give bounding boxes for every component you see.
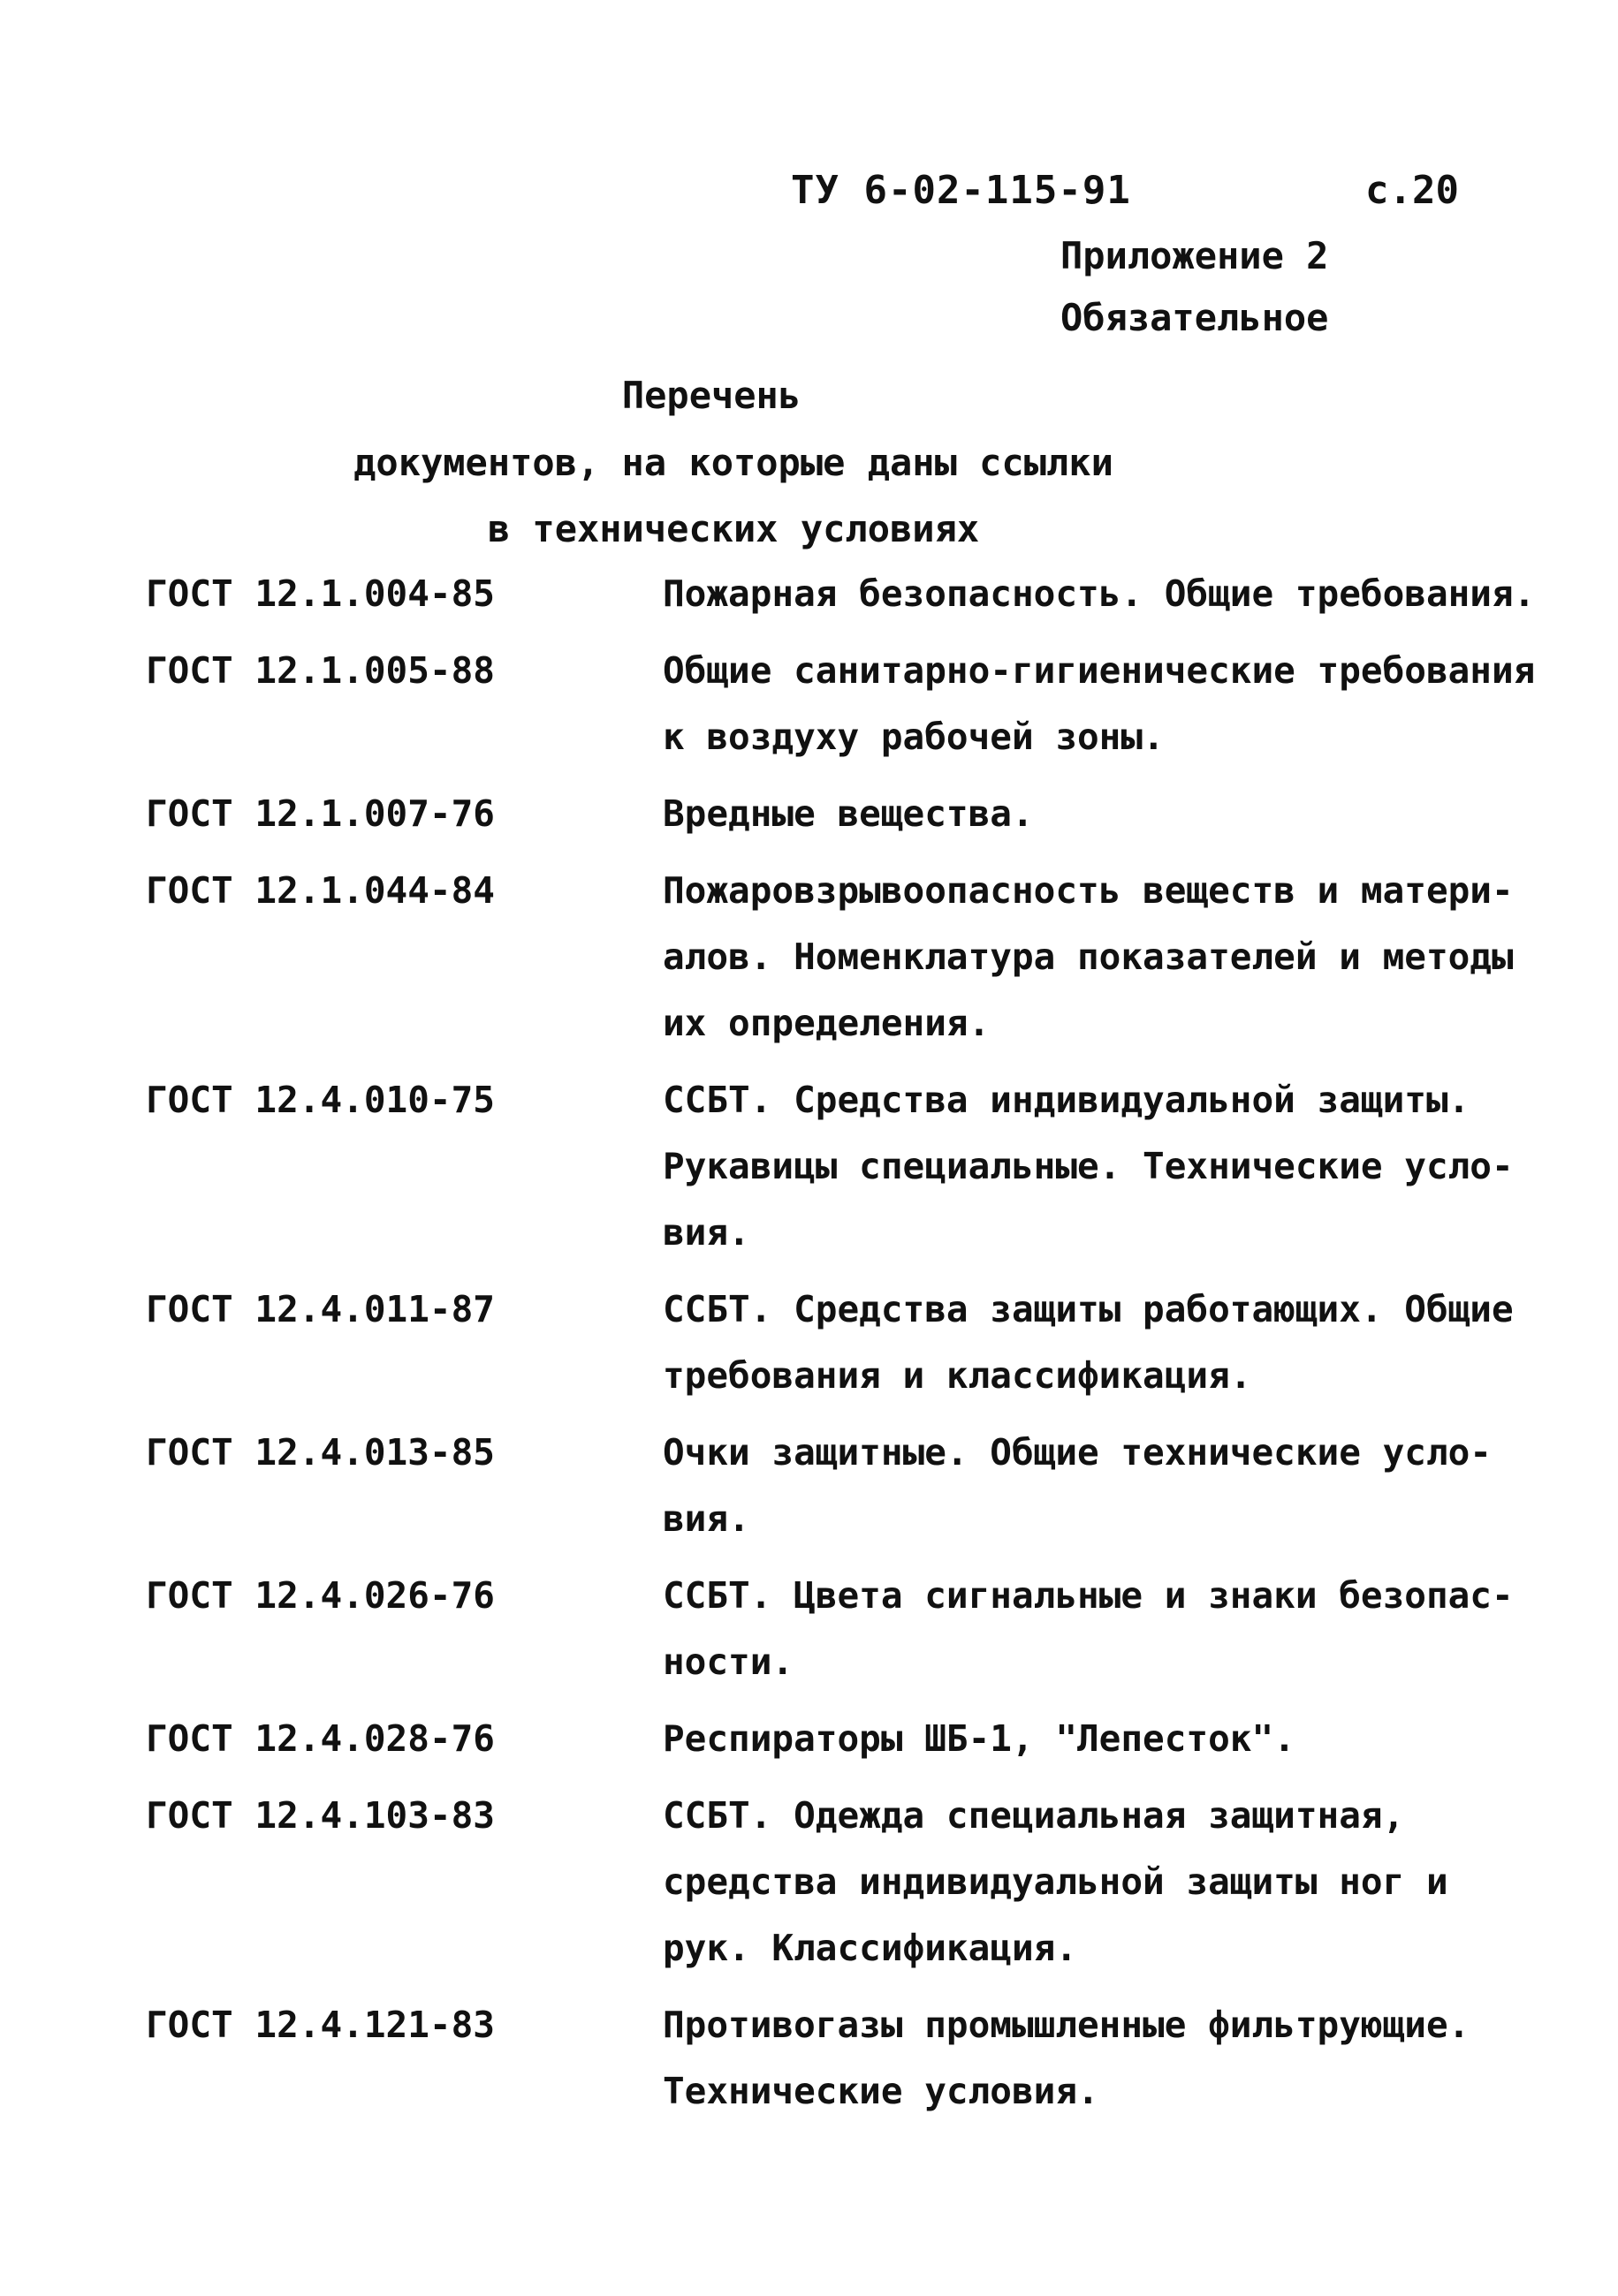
- reference-code: ГОСТ 12.4.026-76: [146, 1574, 495, 1617]
- reference-row: [146, 638, 1536, 770]
- reference-title: [663, 1992, 1524, 2125]
- reference-row: [146, 1563, 1524, 1695]
- reference-code: ГОСТ 12.4.013-85: [146, 1431, 495, 1474]
- reference-list: [146, 561, 1536, 2135]
- reference-row: [146, 1067, 1524, 1266]
- reference-code: ГОСТ 12.4.103-83: [146, 1794, 495, 1837]
- reference-title-line: Общие санитарно-гигиенические требования: [663, 649, 1536, 692]
- reference-title: [663, 858, 1524, 1057]
- page-title: [336, 362, 1131, 563]
- reference-title: [663, 1067, 1524, 1266]
- reference-code: ГОСТ 12.4.028-76: [146, 1717, 495, 1760]
- reference-code: ГОСТ 12.1.007-76: [146, 792, 495, 835]
- reference-title-line: Технические условия.: [663, 2070, 1099, 2112]
- reference-title-line: требования и классификация.: [663, 1354, 1252, 1397]
- reference-code: ГОСТ 12.4.121-83: [146, 2004, 495, 2046]
- reference-title-line: алов. Номенклатура показателей и методы: [663, 936, 1514, 978]
- reference-title-line: к воздуху рабочей зоны.: [663, 716, 1165, 758]
- reference-title-line: Пожаровзрывоопасность веществ и матери-: [663, 869, 1514, 912]
- reference-title: [663, 561, 1535, 627]
- reference-title-line: средства индивидуальной защиты ног и: [663, 1860, 1448, 1903]
- reference-title-line: ССБТ. Средства индивидуальной защиты.: [663, 1079, 1470, 1121]
- reference-row: [146, 1706, 1524, 1772]
- reference-row: [146, 1277, 1524, 1409]
- reference-title-line: ССБТ. Цвета сигнальные и знаки безопас-: [663, 1574, 1514, 1617]
- reference-row: [146, 858, 1524, 1057]
- appendix-type: Обязательное: [1060, 296, 1329, 339]
- reference-title: [663, 1783, 1524, 1982]
- reference-title: [663, 1420, 1524, 1552]
- page-number: с.20: [1365, 168, 1459, 213]
- reference-title-line: ности.: [663, 1641, 794, 1683]
- reference-title-line: ССБТ. Средства защиты работающих. Общие: [663, 1288, 1514, 1330]
- reference-title-line: Пожарная безопасность. Общие требования.: [663, 572, 1536, 615]
- reference-title-line: Респираторы ШБ-1, "Лепесток".: [663, 1717, 1295, 1760]
- document-code: ТУ 6-02-115-91: [791, 168, 1131, 213]
- reference-title-line: Противогазы промышленные фильтрующие.: [663, 2004, 1470, 2046]
- reference-row: [146, 781, 1524, 847]
- reference-title: [663, 781, 1524, 847]
- reference-title-line: вия.: [663, 1497, 750, 1540]
- reference-code: ГОСТ 12.1.044-84: [146, 869, 495, 912]
- reference-title: [663, 1563, 1524, 1695]
- reference-row: [146, 561, 1536, 627]
- reference-code: ГОСТ 12.4.010-75: [146, 1079, 495, 1121]
- reference-title-line: Вредные вещества.: [663, 792, 1034, 835]
- reference-title: [663, 1277, 1524, 1409]
- title-line-2: документов, на которые даны ссылки: [353, 440, 1113, 484]
- reference-code: ГОСТ 12.4.011-87: [146, 1288, 495, 1330]
- reference-title: [663, 1706, 1524, 1772]
- reference-row: [146, 1420, 1524, 1552]
- reference-title-line: Очки защитные. Общие технические усло-: [663, 1431, 1492, 1474]
- appendix-label: Приложение 2: [1060, 234, 1329, 277]
- reference-title-line: Рукавицы специальные. Технические усло-: [663, 1145, 1514, 1187]
- title-line-3: в технических условиях: [487, 507, 980, 551]
- reference-row: [146, 1783, 1524, 1982]
- reference-row: [146, 1992, 1524, 2125]
- reference-title-line: рук. Классификация.: [663, 1927, 1077, 1969]
- reference-code: ГОСТ 12.1.004-85: [146, 572, 495, 615]
- reference-title-line: ССБТ. Одежда специальная защитная,: [663, 1794, 1405, 1837]
- title-line-1: Перечень: [621, 374, 801, 417]
- reference-code: ГОСТ 12.1.005-88: [146, 649, 495, 692]
- reference-title: [663, 638, 1535, 770]
- reference-title-line: их определения.: [663, 1002, 991, 1044]
- reference-title-line: вия.: [663, 1211, 750, 1254]
